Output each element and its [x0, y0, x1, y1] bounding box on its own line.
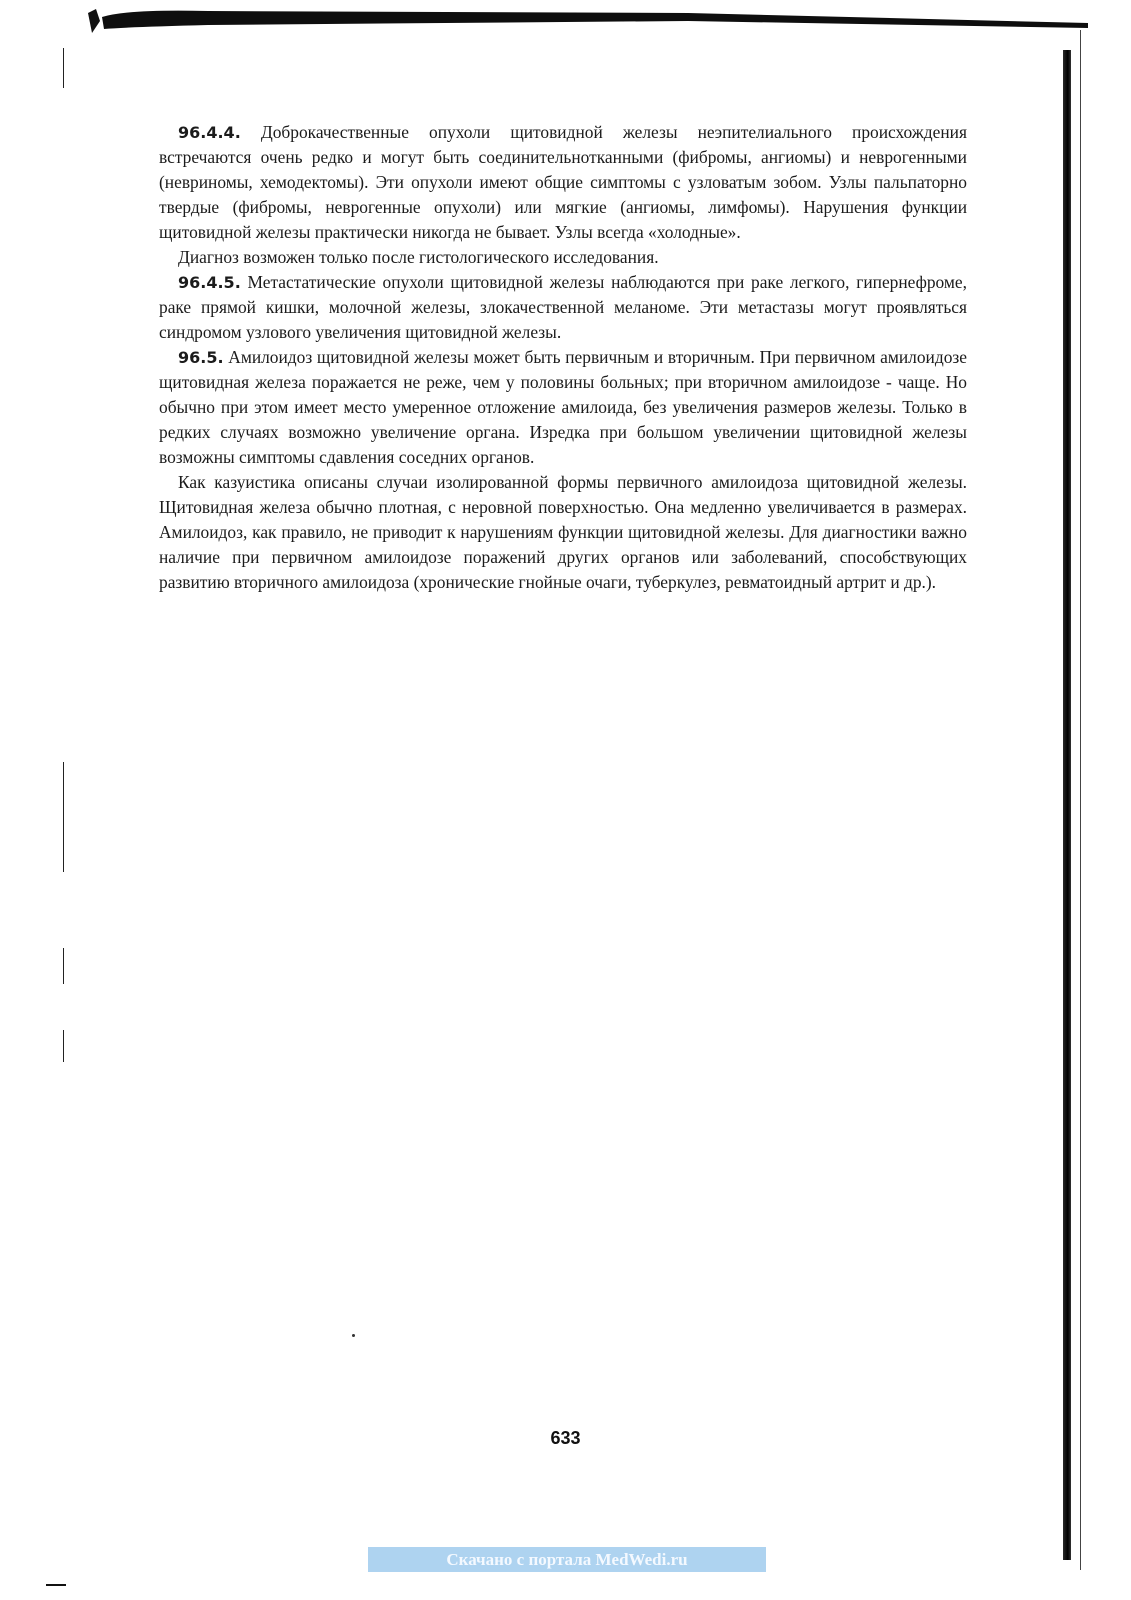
- paragraph-text: Как казуистика описаны случаи изолированной формы первичного амилоидоза щитовидной железы. Щитовидная железа обычно плотная, с неровной поверхностью. Она медленно увеличивается в размерах. Амилоидоз, как правило, не приводит к нарушениям функции щитовидной железы. Для диагностики важно наличие при первичном амилоидозе поражений других органов или заболеваний, способствующих развитию вторичного амилоидоза (хронические гнойные очаги, туберкулез, ревматоидный артрит и др.).: [159, 472, 967, 592]
- section-number: 96.4.4.: [178, 123, 241, 142]
- scan-right-edge-shadow: [1063, 50, 1071, 1560]
- paragraph-text: Амилоидоз щитовидной железы может быть первичным и вторичным. При первичном амилоидозе щитовидная железа поражается не реже, чем у половины больных; при вторичном амилоидозе - чаще. Но обычно при этом имеет место умеренное отложение амилоида, без увеличения размеров железы. Только в редких случаях возможно увеличение органа. Изредка при большом увеличении щитовидной железы возможны симптомы сдавления соседних органов.: [159, 347, 967, 467]
- scan-top-edge-shadow: [88, 7, 1088, 37]
- paragraph-96-4-5: [159, 270, 967, 345]
- paragraph-text: Доброкачественные опухоли щитовидной железы неэпителиального происхождения встречаются очень редко и могут быть соединительнотканными (фибромы, ангиомы) и неврогенными (невриномы, хемодектомы). Эти опухоли имеют общие симптомы с узловатым зобом. Узлы пальпаторно твердые (фибромы, неврогенные опухоли) или мягкие (ангиомы, лимфомы). Нарушения функции щитовидной железы практически никогда не бывает. Узлы всегда «холодные».: [159, 122, 967, 242]
- section-number: 96.5.: [178, 348, 224, 367]
- document-body: [159, 120, 967, 595]
- page-number: 633: [550, 1428, 581, 1448]
- paragraph-text: Метастатические опухоли щитовидной железы наблюдаются при раке легкого, гипернефроме, раке прямой кишки, молочной железы, злокачественной меланоме. Эти метастазы могут проявляться синдромом узлового увеличения щитовидной железы.: [159, 272, 967, 342]
- paragraph-96-4-4: [159, 120, 967, 245]
- scan-right-edge-line: [1080, 30, 1081, 1570]
- section-number: 96.4.5.: [178, 273, 241, 292]
- scan-left-edge-line: [63, 762, 64, 872]
- paragraph-text: Диагноз возможен только после гистологического исследования.: [178, 247, 659, 267]
- paragraph-diagnosis: [159, 245, 967, 270]
- watermark-banner: Скачано с портала MedWedi.ru: [368, 1547, 766, 1572]
- scan-speck: [352, 1334, 355, 1337]
- paragraph-casuistry: [159, 470, 967, 595]
- scan-left-edge-line: [63, 1030, 64, 1062]
- paragraph-96-5: [159, 345, 967, 470]
- scan-left-edge-line: [63, 48, 64, 88]
- scan-left-edge-line: [63, 948, 64, 984]
- scan-corner-mark: [46, 1584, 66, 1586]
